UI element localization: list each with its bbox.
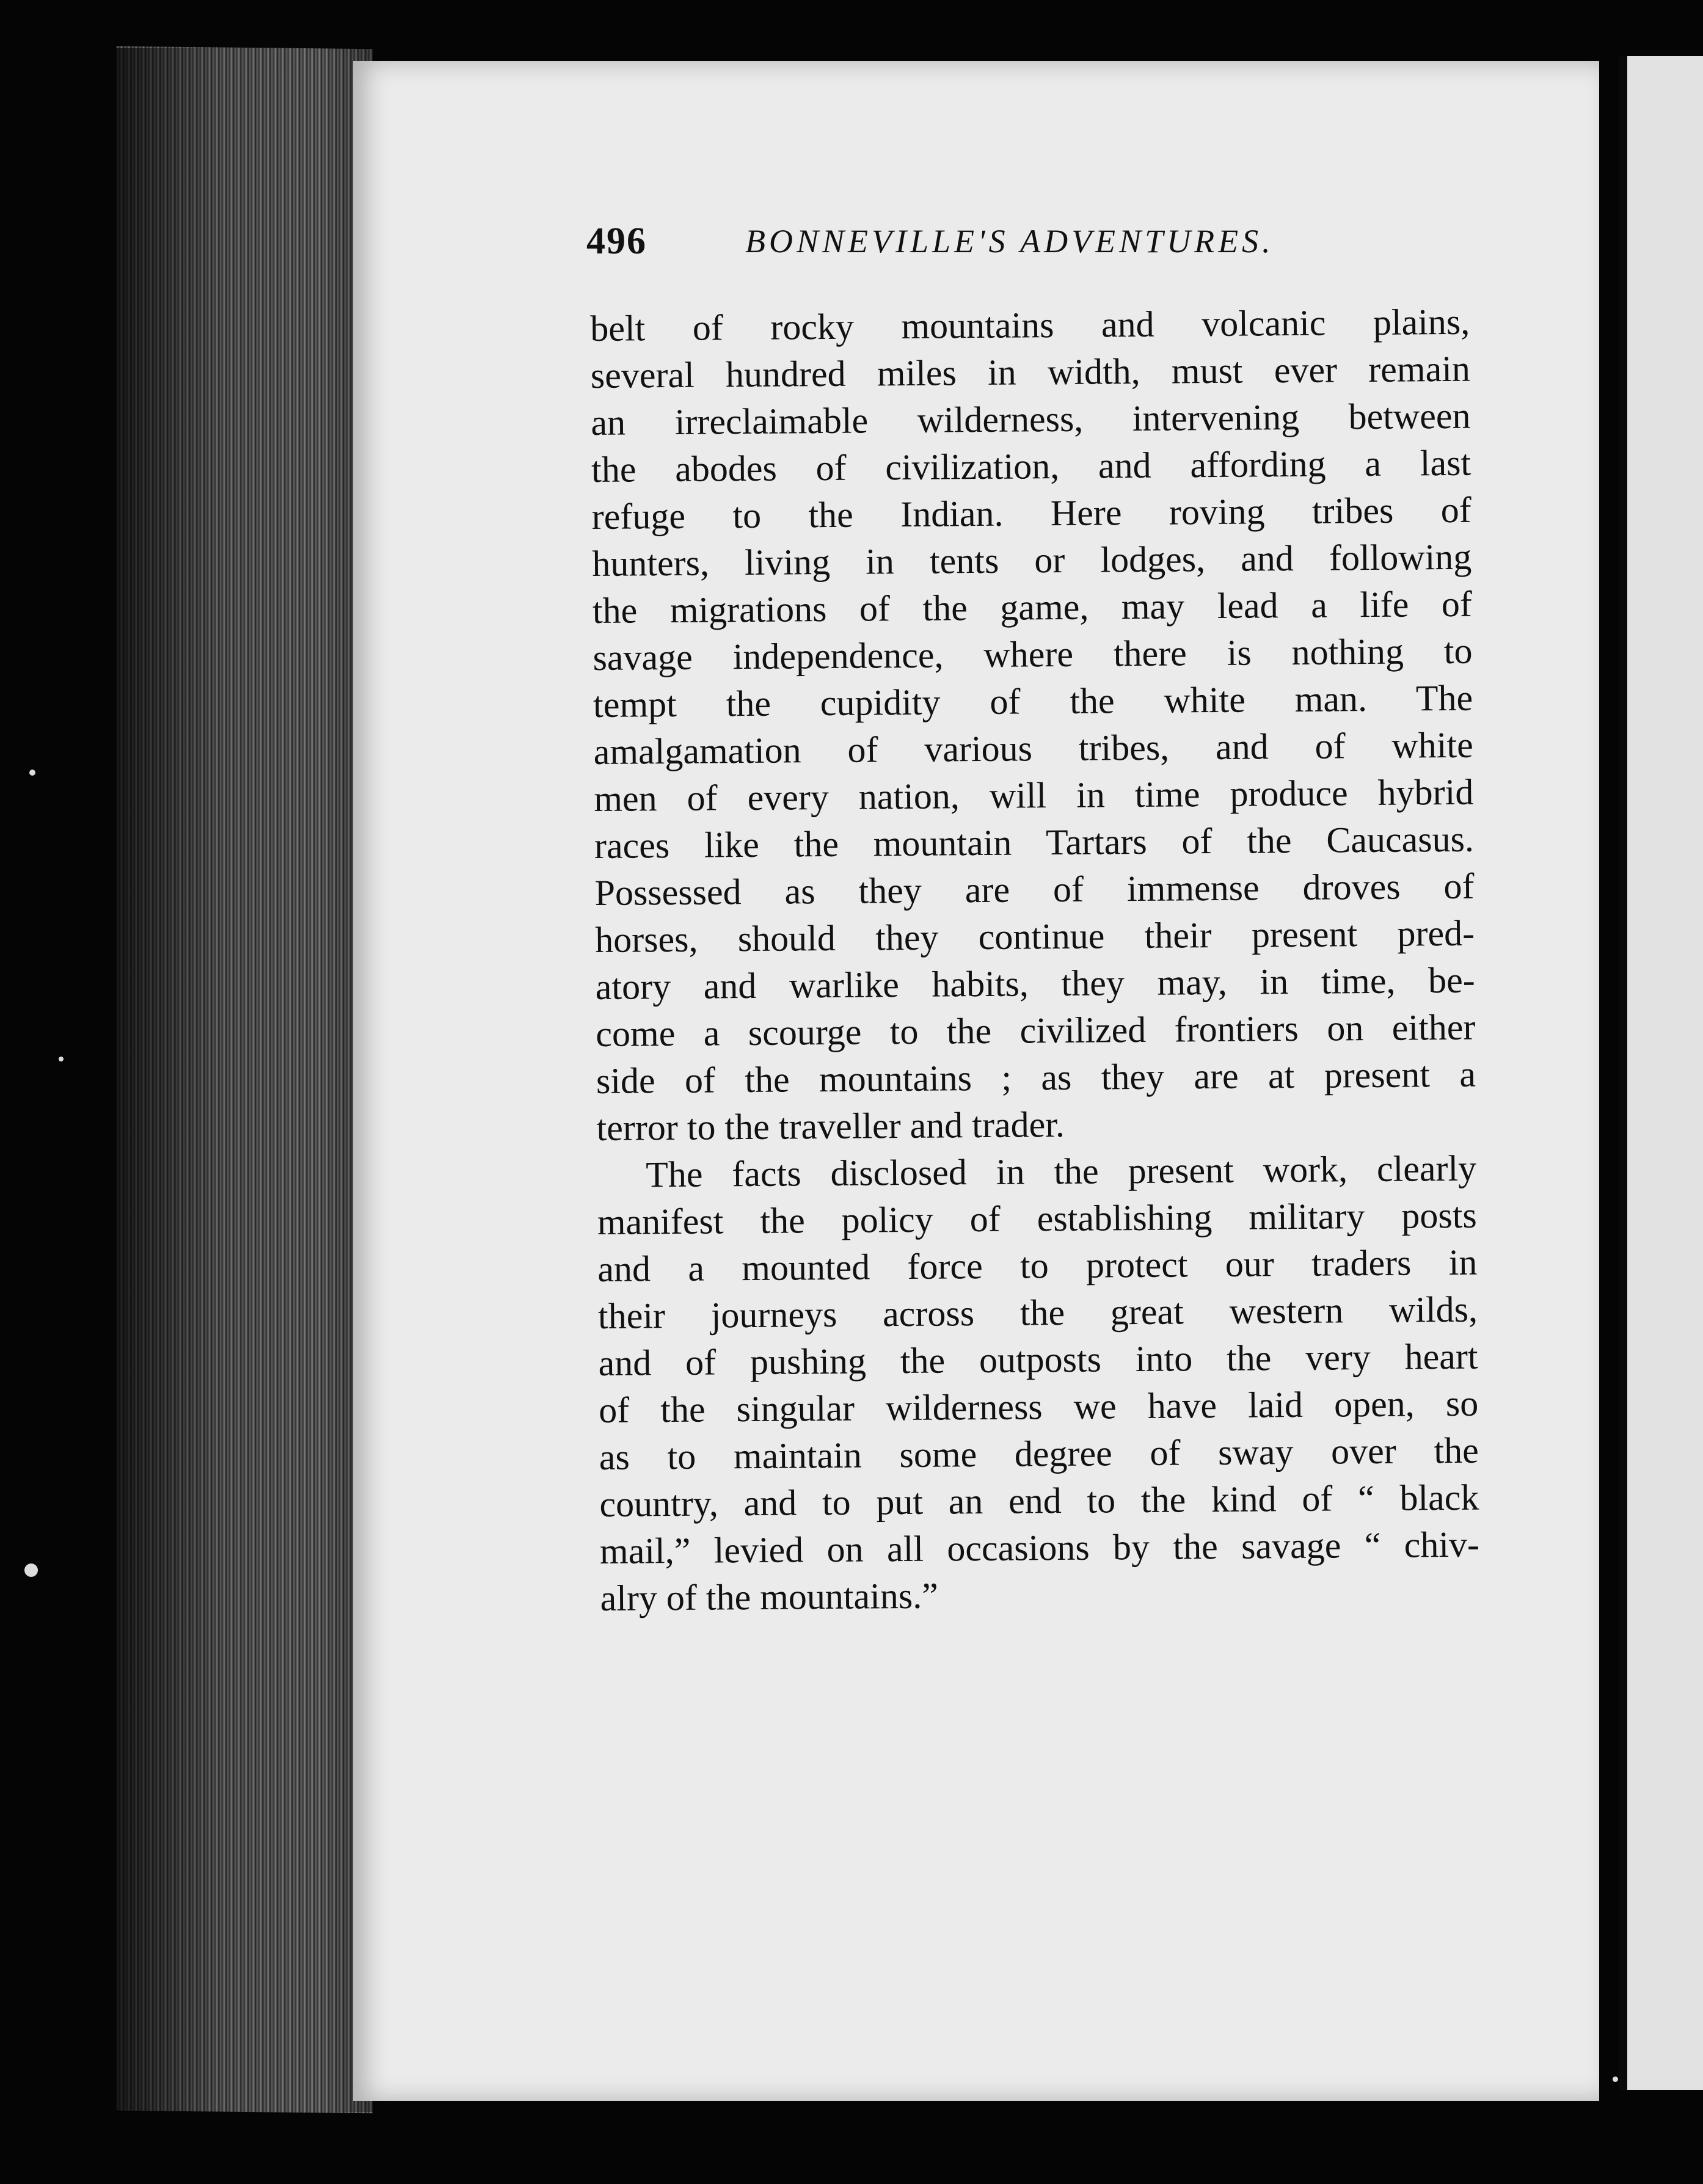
text-line: belt of rocky mountains and volcanic plains, — [590, 301, 1470, 349]
text-line: and of pushing the outposts into the very heart — [598, 1336, 1478, 1383]
text-line: country, and to put an end to the kind of “ black — [599, 1477, 1479, 1524]
scan-speck — [24, 1563, 38, 1577]
text-line: men of every nation, will in time produce hybrid — [594, 771, 1474, 819]
text-line: horses, should they continue their present pred- — [594, 912, 1475, 960]
page-number: 496 — [586, 220, 647, 262]
text-line: tempt the cupidity of the white man. The — [593, 677, 1473, 725]
running-head: BONNEVILLE'S ADVENTURES. — [745, 223, 1274, 260]
text-line: alry of the mountains.” — [600, 1575, 939, 1618]
body-text — [590, 299, 1480, 1622]
text-line: atory and warlike habits, they may, in time, be- — [595, 959, 1475, 1007]
text-line: The facts disclosed in the present work, clearly — [645, 1148, 1477, 1195]
text-line: come a scourge to the civilized frontiers on either — [596, 1006, 1476, 1054]
page-header — [586, 220, 1307, 269]
scan-speck — [29, 770, 35, 776]
text-line: refuge to the Indian. Here roving tribes of — [591, 489, 1471, 537]
text-line: side of the mountains ; as they are at present a — [596, 1054, 1476, 1101]
text-line: hunters, living in tents or lodges, and following — [592, 536, 1472, 584]
text-line: savage independence, where there is nothing to — [593, 630, 1473, 678]
scan-speck — [59, 1057, 64, 1061]
text-line: amalgamation of various tribes, and of white — [593, 724, 1473, 772]
text-line: of the singular wilderness we have laid open, so — [598, 1383, 1479, 1430]
text-line: an irreclaimable wilderness, intervening between — [591, 395, 1471, 443]
scan-speck — [1613, 2077, 1618, 2082]
facing-page-edge — [1619, 56, 1703, 2090]
text-line: terror to the traveller and trader. — [596, 1104, 1065, 1148]
text-line: and a mounted force to protect our traders in — [597, 1242, 1478, 1289]
text-line: the abodes of civilization, and affording a last — [591, 442, 1471, 490]
text-line: the migrations of the game, may lead a life of — [592, 583, 1473, 631]
text-line: manifest the policy of establishing military posts — [597, 1195, 1478, 1242]
text-line: mail,” levied on all occasions by the savage “ chiv- — [599, 1524, 1480, 1571]
book-edge-shadow — [116, 48, 373, 2112]
text-line: as to maintain some degree of sway over the — [599, 1430, 1479, 1477]
text-line: several hundred miles in width, must ever remain — [590, 348, 1471, 396]
text-line: Possessed as they are of immense droves of — [594, 865, 1475, 913]
paragraph-1 — [590, 299, 1476, 1152]
text-line: races like the mountain Tartars of the Caucasus. — [594, 818, 1475, 866]
paragraph-2 — [597, 1145, 1480, 1622]
text-line: their journeys across the great western wilds, — [597, 1289, 1478, 1336]
